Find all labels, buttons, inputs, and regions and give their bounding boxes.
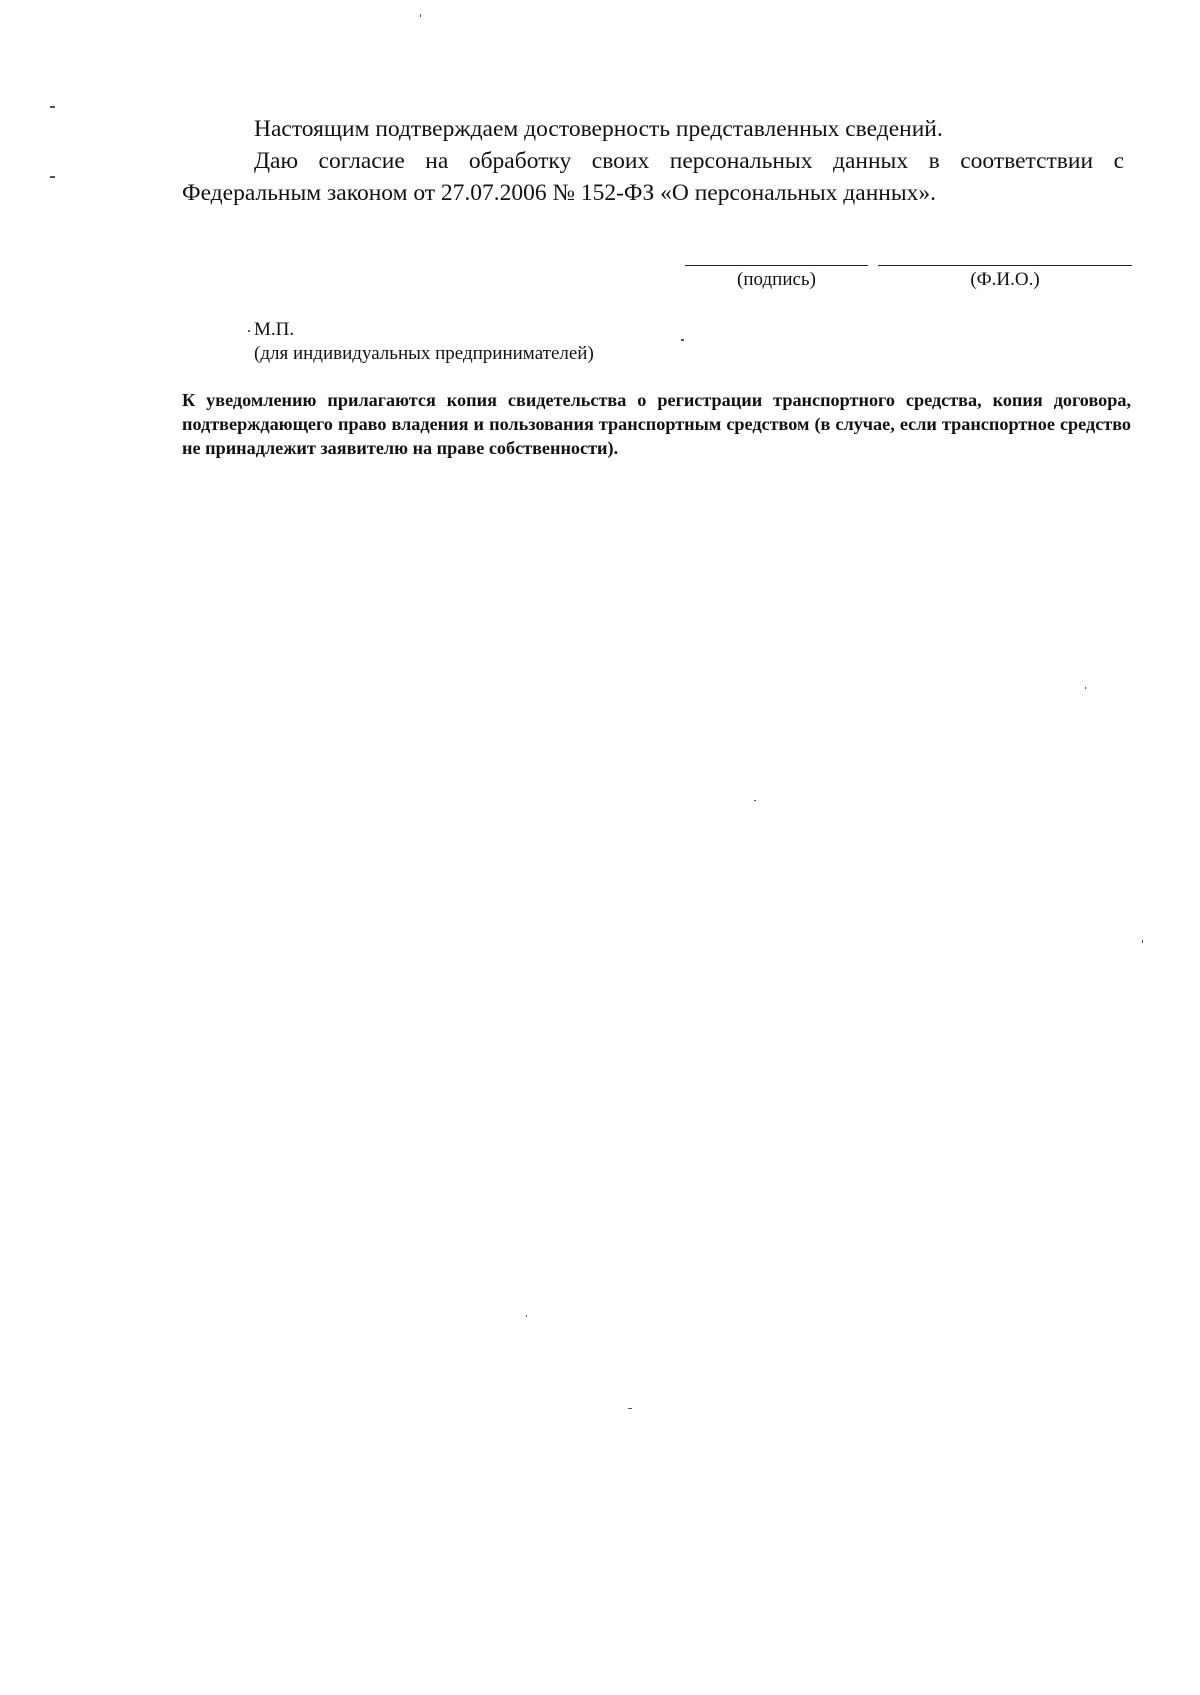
signature-caption: (подпись) — [737, 269, 816, 290]
stamp-note: (для индивидуальных предпринимателей) — [254, 343, 594, 364]
stamp-block — [254, 318, 594, 366]
signature-line — [685, 265, 868, 266]
scan-mark — [754, 800, 756, 801]
scan-mark — [526, 1315, 527, 1317]
consent-paragraph: Даю согласие на обработку своих персональных данных в соответствии с Федеральным законом от 27.07.2006 № 152-ФЗ «О персональных данных». — [182, 148, 1124, 206]
confirmation-paragraph: Настоящим подтверждаем достоверность представленных сведений. — [254, 116, 943, 142]
declaration-block — [182, 113, 1124, 209]
scan-mark — [248, 330, 250, 332]
stamp-label: М.П. — [254, 319, 295, 340]
scan-mark — [681, 339, 684, 341]
scan-mark — [50, 106, 55, 108]
scan-mark — [1142, 940, 1143, 943]
fio-caption: (Ф.И.О.) — [970, 269, 1040, 290]
scan-mark — [1085, 687, 1086, 689]
fio-line — [878, 265, 1132, 266]
scan-mark — [420, 14, 421, 17]
scan-mark — [50, 176, 55, 178]
attachments-note: К уведомлению прилагаются копия свидетельства о регистрации транспортного средства, копия договора, подтверждающего право владения и пользования транспортным средством (в случае, если транспортное средство не принадлежит заявителю на праве собственности). — [182, 390, 1131, 458]
scan-mark — [628, 1408, 632, 1409]
